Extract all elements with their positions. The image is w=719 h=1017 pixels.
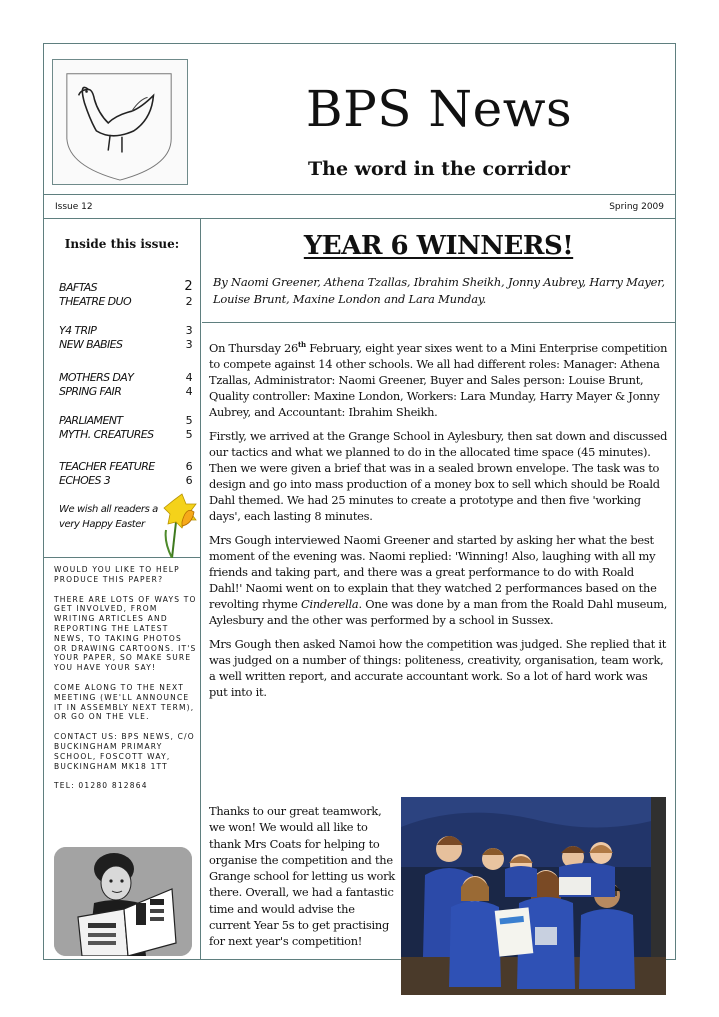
promo-question: WOULD YOU LIKE TO HELP PRODUCE THIS PAPER? (54, 565, 180, 584)
toc-item[interactable] (59, 474, 192, 487)
masthead (44, 44, 675, 195)
toc-item[interactable] (59, 371, 192, 384)
sidebar (44, 219, 201, 959)
toc-page: 4 (185, 385, 192, 398)
article-headline (202, 231, 675, 261)
contents-box (44, 219, 200, 558)
toc-item[interactable] (59, 414, 192, 427)
toc-item[interactable] (59, 385, 192, 398)
toc-item[interactable] (59, 295, 192, 308)
paper-subtitle: The word in the corridor (308, 158, 570, 180)
toc-page: 6 (185, 460, 192, 473)
join-us-panel (54, 565, 199, 801)
p1-ordinal: th (298, 340, 306, 349)
p3-start: Mrs Gough interviewed Naomi Greener and started by asking her what the best moment of the evening was. Naomi replied: 'Winning! Also, laughing with all my friends and taking part, and there was a great performance to do with Roald Dahl!' Naomi went on to explain that they watched 2 performances based on the revolting rhyme (209, 532, 657, 611)
toc-item[interactable] (59, 428, 192, 441)
toc-label: TEACHER FEATURE (59, 460, 155, 473)
toc-page: 6 (185, 474, 192, 487)
p3-title: Cinderella (300, 596, 359, 611)
toc-label: ECHOES 3 (59, 474, 111, 487)
p3-rest: . One was done by a man from the Roald Dahl museum, Aylesbury and the other was performed by a school in Sussex. (209, 596, 668, 627)
toc-label: Y4 TRIP (59, 324, 97, 337)
student-figures (423, 836, 635, 989)
p1-rest: February, eight year sixes went to a Mini Enterprise competition to compete against 14 other schools. We all had different roles: Manager: Athena Tzallas, Administrator: Naomi Greener, Buyer and Sales person: Louise Brunt, Quality controller: Maxine London, Workers: Lara Munday, Harry Mayer & Jonny Aubrey, and Accountant: Ibrahim Sheikh. (209, 340, 668, 419)
issue-season: Spring 2009 (609, 202, 664, 212)
swan-crest-icon (52, 59, 188, 185)
toc-label: BAFTAS (59, 281, 98, 294)
promo-contact: CONTACT US: BPS NEWS, C/O BUCKINGHAM PRIMARY SCHOOL, FOSCOTT WAY, BUCKINGHAM MK18 1TT (54, 732, 195, 771)
toc-item[interactable] (59, 281, 192, 294)
toc-item[interactable] (59, 324, 192, 337)
toc-label: MYTH. CREATURES (59, 428, 154, 441)
headline-text: YEAR 6 WINNERS! (303, 231, 574, 261)
article-body (209, 337, 669, 708)
promo-phone: TEL: 01280 812864 (54, 781, 148, 791)
issue-bar (44, 195, 675, 219)
toc-item[interactable] (59, 338, 192, 351)
toc-page: 4 (185, 371, 192, 384)
toc-label: PARLIAMENT (59, 414, 123, 427)
headline-box (202, 219, 675, 323)
article-paragraph-4: Mrs Gough then asked Namoi how the competition was judged. She replied that it was judged on a number of things: politeness, creativity, organisation, team work, a well written report, and accurate accountant work. So a lot of hard work was put into it. (209, 636, 667, 699)
team-photo-icon (401, 797, 666, 995)
toc-page: 2 (184, 279, 192, 294)
toc-label: THEATRE DUO (59, 295, 132, 308)
main-article (202, 219, 675, 959)
promo-ways: THERE ARE LOTS OF WAYS TO GET INVOLVED, FROM WRITING ARTICLES AND REPORTING THE LATEST NEWS, TO TAKING PHOTOS OR DRAWING CARTOONS. IT'S YOUR PAPER, SO MAKE SURE YOU HAVE YOUR SAY! (54, 594, 197, 673)
easter-note: We wish all readers a very Happy Easter (59, 504, 158, 530)
toc-page: 5 (185, 428, 192, 441)
toc-label: MOTHERS DAY (59, 371, 134, 384)
daffodil-icon (156, 492, 200, 558)
article-closing: Thanks to our great teamwork, we won! We would all like to thank Mrs Coats for helping to organise the competition and the Grange school for letting us work there. Overall, we had a fantastic time and would advise the current Year 5s to get practising for next year's competition! (209, 804, 395, 949)
article-paragraph-1 (209, 337, 669, 420)
toc-label: SPRING FAIR (59, 385, 122, 398)
article-paragraph-2: Firstly, we arrived at the Grange School in Aylesbury, then sat down and discussed our tactics and what we planned to do in the allocated time space (45 minutes). Then we were given a brief that was in a sealed brown envelope. The task was to design and go into mass production of a money box to sell which should be Roald Dahl themed. We had 25 minutes to create a prototype and then five 'working days', each lasting 8 minutes. (209, 428, 668, 523)
toc-page: 3 (185, 338, 192, 351)
promo-meeting: COME ALONG TO THE NEXT MEETING (WE'LL ANNOUNCE IT IN ASSEMBLY NEXT TERM), OR GO ON THE VLE. (54, 682, 195, 722)
article-byline: By Naomi Greener, Athena Tzallas, Ibrahim Sheikh, Jonny Aubrey, Harry Mayer, Louise Brunt, Maxine London and Lara Munday. (213, 275, 665, 306)
article-paragraph-3 (209, 532, 669, 628)
newspaper-reader-icon (54, 847, 192, 956)
toc-label: NEW BABIES (59, 338, 123, 351)
toc-item[interactable] (59, 460, 192, 473)
contents-heading: Inside this issue: (64, 237, 180, 251)
toc-page: 5 (185, 414, 192, 427)
newsletter-page (43, 43, 676, 960)
paper-title: BPS News (305, 80, 573, 138)
issue-number: Issue 12 (55, 202, 93, 212)
toc-page: 3 (185, 324, 192, 337)
toc-page: 2 (185, 295, 192, 308)
p1-start: On Thursday 26 (209, 340, 298, 355)
